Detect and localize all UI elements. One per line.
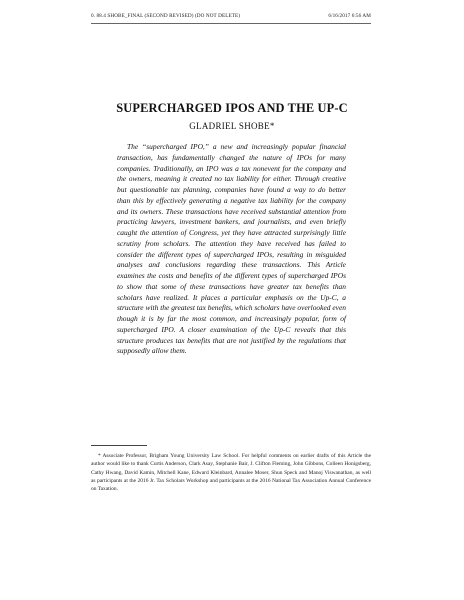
running-header (91, 13, 371, 19)
article-title: SUPERCHARGED IPOS AND THE UP-C (116, 101, 348, 115)
abstract-paragraph: The “supercharged IPO,” a new and increasingly popular financial transaction, has fundamentally changed the nature of IPOs for many companies. Traditionally, an IPO was a tax nonevent for the company and the owners, meaning it created no tax liability for either. Through creative but questionable tax planning, companies have found a way to do better than this by effectively generating a negative tax liability for the company and its owners. These transactions have received substantial attention from practicing lawyers, investment bankers, and journalists, and even briefly caught the attention of Congress, yet they have attracted surprisingly little scrutiny from scholars. The attention they have received has failed to consider the different types of supercharged IPOs, resulting in misguided analyses and conclusions regarding these transactions. This Article examines the costs and benefits of the different types of supercharged IPOs to show that some of these transactions have greater tax benefits than scholars have realized. It places a particular emphasis on the Up-C, a structure with the greatest tax benefits, which scholars have overlooked even though it is by far the most common, and increasingly popular, form of supercharged IPO. A closer examination of the Up-C reveals that this structure produces tax benefits that are not justified by the regulations that supposedly allow them. (117, 142, 346, 356)
author-name: GLADRIEL SHOBE* (189, 121, 275, 131)
running-header-right: 6/16/2017 6:56 AM (328, 13, 371, 19)
footnote-divider (91, 445, 147, 446)
author-footnote: * Associate Professor, Brigham Young University Law School. For helpful comments on earlier drafts of this Article the author would like to thank Curtis Anderson, Clark Asay, Stephanie Bair, J. Clifton Fleming, John Gibbons, Colleen Honigsberg, Cathy Hwang, David Kamin, Mitchell Kane, Edward Kleinbard, Annalee Moser, Shun Speck and Manoj Viswanathan, as well as participants at the 2016 Jr. Tax Scholars Workshop and participants at the 2016 National Tax Association Annual Conference on Taxation. (91, 453, 371, 493)
running-header-left: 0. 88.4 SHOBE_FINAL (SECOND REVISED) (DO NOT DELETE) (91, 13, 241, 19)
